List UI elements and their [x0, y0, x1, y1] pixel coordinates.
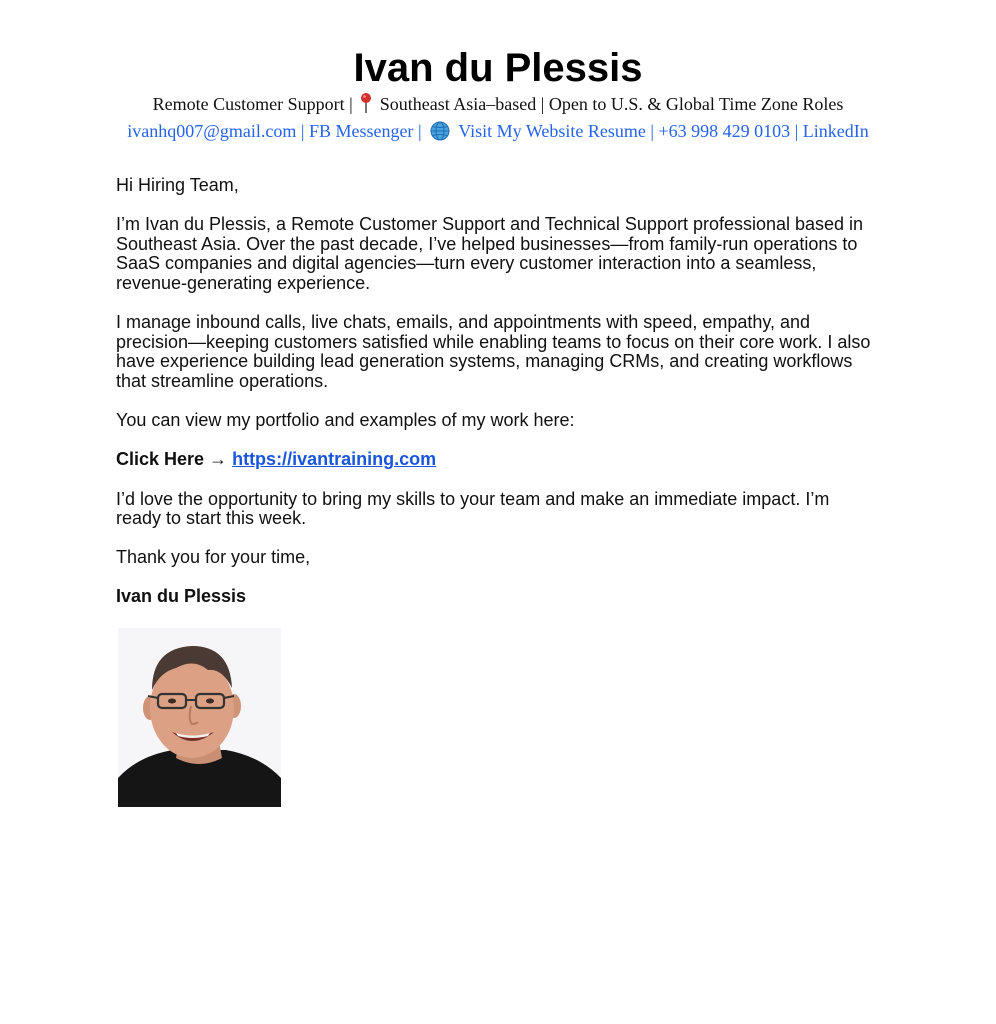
portfolio-intro: You can view my portfolio and examples of my work here: [116, 410, 575, 431]
website-resume-link[interactable]: Visit My Website Resume [458, 121, 646, 141]
applicant-name: Ivan du Plessis [353, 46, 643, 90]
contact-links [0, 119, 996, 143]
separator: | [794, 121, 799, 141]
intro-paragraph: I’m Ivan du Plessis, a Remote Customer Support and Technical Support professional based in Southeast Asia. Over the past decade, I’ve helped businesses—from family-run operations to SaaS companies and digital agencies—turn every customer interaction into a seamless, revenue-generating experience. [116, 214, 864, 293]
greeting: Hi Hiring Team, [116, 175, 239, 195]
signature: Ivan du Plessis [116, 586, 247, 607]
portfolio-link[interactable]: https://ivantraining.com [232, 449, 437, 470]
portfolio-line [116, 450, 878, 470]
signoff: Thank you for your time, [116, 547, 311, 568]
tagline-role: Remote Customer Support | [152, 94, 353, 114]
letter-body [116, 176, 878, 627]
tagline [0, 92, 996, 116]
letter-header [0, 44, 996, 143]
linkedin-link[interactable]: LinkedIn [802, 121, 869, 141]
tagline-location: Southeast Asia–based | Open to U.S. & Global Time Zone Roles [379, 94, 844, 114]
experience-paragraph: I manage inbound calls, live chats, emails, and appointments with speed, empathy, and precision—keeping customers satisfied while enabling teams to focus on their core work. I also have experience building lead generation systems, managing CRMs, and creating workflows that streamline operations. [116, 312, 871, 391]
phone-link[interactable]: +63 998 429 0103 [658, 121, 791, 141]
separator: | [300, 121, 305, 141]
click-here-label: Click Here → [116, 449, 228, 470]
fb-messenger-link[interactable]: FB Messenger [308, 121, 414, 141]
round-pushpin-icon [359, 92, 373, 114]
separator: | [650, 121, 654, 141]
email-link[interactable]: ivanhq007@gmail.com [127, 121, 297, 141]
profile-photo [118, 628, 281, 807]
separator: | [417, 121, 422, 141]
closing-paragraph: I’d love the opportunity to bring my skills to your team and make an immediate impact. I’m ready to start this week. [116, 488, 830, 529]
globe-icon [430, 121, 450, 141]
